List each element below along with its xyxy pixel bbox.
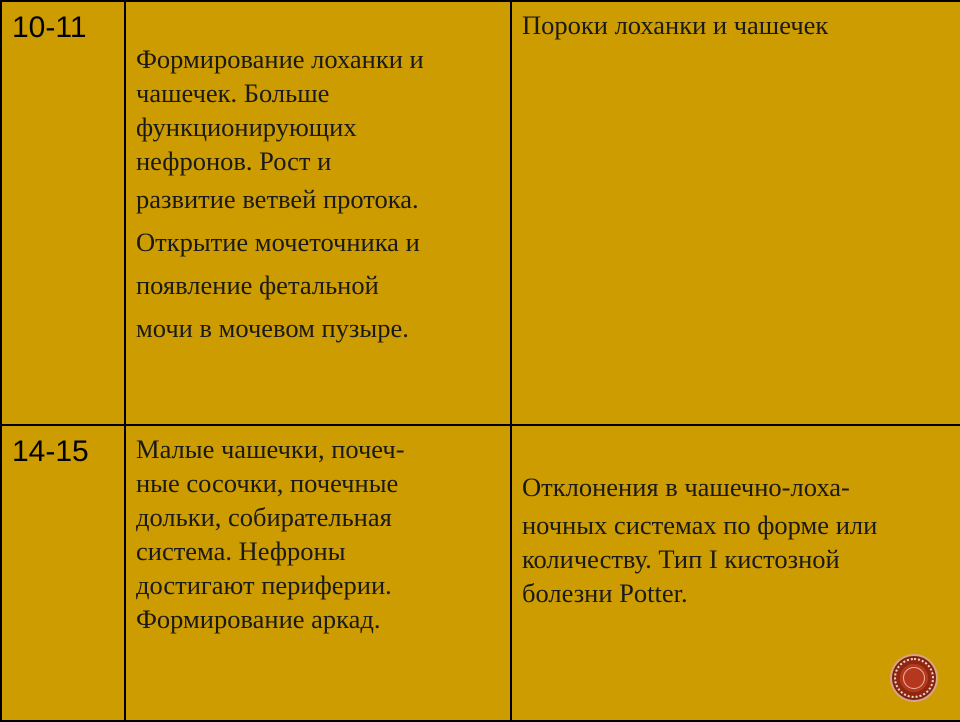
stage-cell [125, 1, 511, 425]
defect-text-part-2: ночных системах по форме или количеству. Тип I кистозной болезни Potter. [522, 510, 878, 608]
period-cell [1, 425, 125, 721]
stage-text-part-2: развитие ветвей протока. Открытие мочеточника и появление фетальной мочи в мочевом пузыре. [136, 184, 420, 343]
stage-text: Малые чашечки, почеч- ные сосочки, почечные дольки, собирательная система. Нефроны достигают периферии. Формирование аркад. [136, 434, 405, 634]
stage-text [136, 8, 500, 384]
stage-cell [125, 425, 511, 721]
defect-text [522, 432, 950, 644]
period-label: 14-15 [12, 435, 89, 468]
defect-text-part-1: Отклонения в чашечно-лоха- [522, 472, 850, 502]
stage-text-part-1: Формирование лоханки и чашечек. Больше функционирующих нефронов. Рост и [136, 44, 424, 176]
defect-cell [511, 425, 960, 721]
table-row [1, 425, 960, 721]
nav-button-icon[interactable] [894, 658, 934, 698]
table-row [1, 1, 960, 425]
period-label: 10-11 [12, 11, 87, 44]
defect-cell [511, 1, 960, 425]
period-cell [1, 1, 125, 425]
defect-text: Пороки лоханки и чашечек [522, 10, 829, 40]
